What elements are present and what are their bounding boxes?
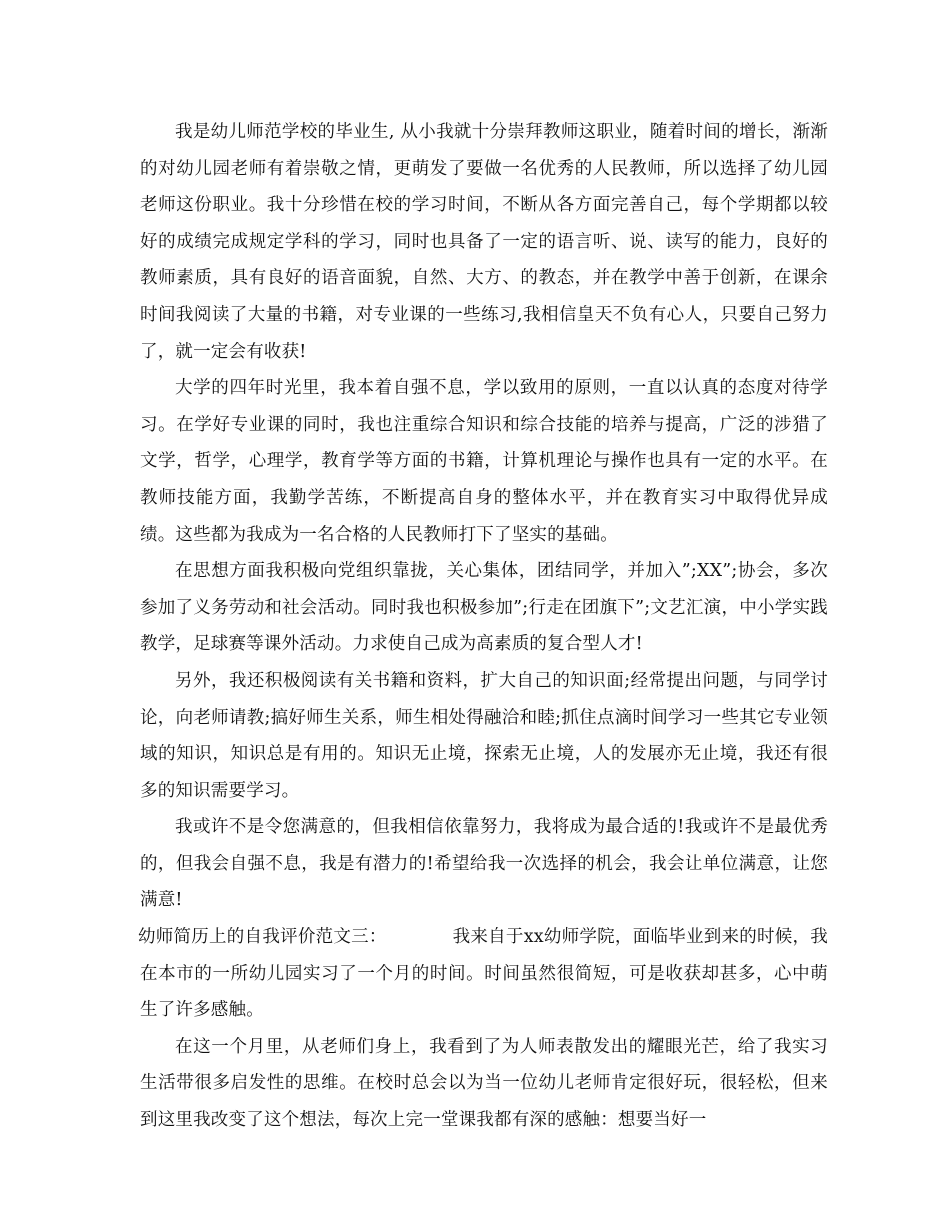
paragraph-internship: 在这一个月里，从老师们身上，我看到了为人师表散发出的耀眼光芒，给了我实习生活带很多启发性的思维。在校时总会以为当一位幼儿老师肯定很好玩，很轻松，但来到这里我改变了这个想法，每次上完一堂课我都有深的感触：想要当好一 [140, 1036, 828, 1131]
section-three-label: 幼师简历上的自我评价范文三： [138, 927, 387, 948]
section-three-text: 我来自于xx幼师学院，面临毕业到来的时候，我在本市的一所幼儿园实习了一个月的时间。时间虽然很简短，可是收获却甚多，心中萌生了许多感触。 [140, 927, 828, 1021]
paragraph-reading: 另外，我还积极阅读有关书籍和资料，扩大自己的知识面;经常提出问题，与同学讨论，向老师请教;搞好师生关系，师生相处得融洽和睦;抓住点滴时间学习一些其它专业领域的知识，知识总是有用的。知识无止境，探索无止境，人的发展亦无止境，我还有很多的知识需要学习。 [140, 670, 828, 801]
section-three [140, 919, 828, 1029]
paragraph-ideology: 在思想方面我积极向党组织靠拢，关心集体，团结同学，并加入”;XX”;协会，多次参加了义务劳动和社会活动。同时我也积极参加”;行走在团旗下”;文艺汇演，中小学实践教学，足球赛等课外活动。力求使自己成为高素质的复合型人才! [140, 561, 828, 655]
document-page [140, 114, 828, 1139]
paragraph-conclusion: 我或许不是令您满意的，但我相信依靠努力，我将成为最合适的!我或许不是最优秀的，但我会自强不息，我是有潜力的!希望给我一次选择的机会，我会让单位满意，让您满意! [140, 817, 828, 911]
paragraph-university: 大学的四年时光里，我本着自强不息，学以致用的原则，一直以认真的态度对待学习。在学好专业课的同时，我也注重综合知识和综合技能的培养与提高，广泛的涉猎了文学，哲学，心理学，教育学等方面的书籍，计算机理论与操作也具有一定的水平。在教师技能方面，我勤学苦练，不断提高自身的整体水平，并在教育实习中取得优异成绩。这些都为我成为一名合格的人民教师打下了坚实的基础。 [140, 378, 828, 545]
paragraph-intro: 我是幼儿师范学校的毕业生, 从小我就十分崇拜教师这职业，随着时间的增长，渐渐的对幼儿园老师有着崇敬之情，更萌发了要做一名优秀的人民教师，所以选择了幼儿园老师这份职业。我十分珍惜在校的学习时间，不断从各方面完善自己，每个学期都以较好的成绩完成规定学科的学习，同时也具备了一定的语言听、说、读写的能力，良好的教师素质，具有良好的语音面貌，自然、大方、的教态，并在教学中善于创新，在课余时间我阅读了大量的书籍，对专业课的一些练习,我相信皇天不负有心人，只要自己努力了，就一定会有收获! [140, 122, 828, 362]
